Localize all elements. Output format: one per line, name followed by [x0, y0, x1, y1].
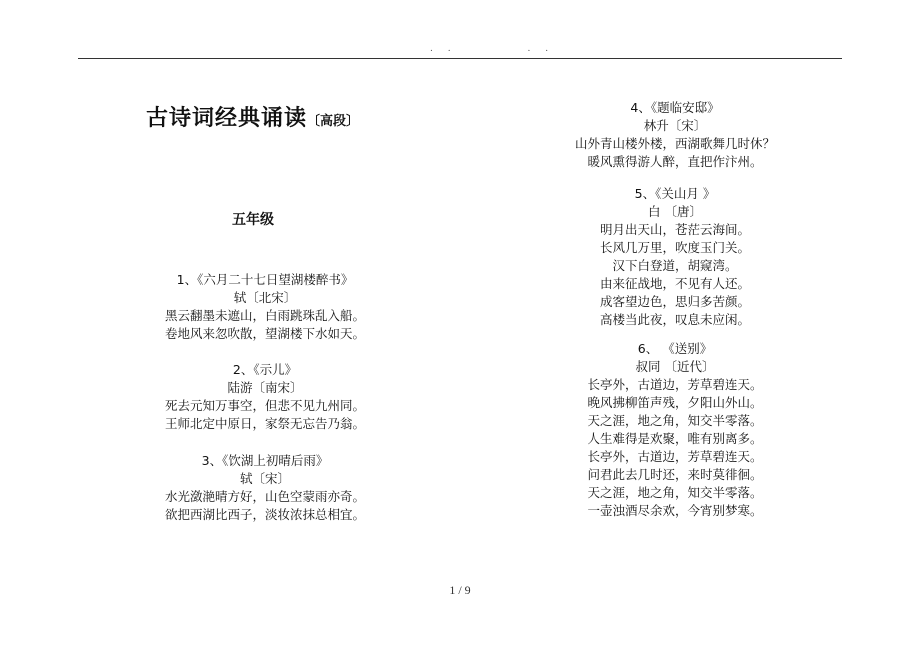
- poem-line: 明月出天山，苍茫云海间。: [599, 222, 750, 237]
- poem-title: 1、《六月二十七日望湖楼醉书》: [176, 272, 354, 287]
- header-dots: . . . .: [430, 44, 555, 54]
- poem-title: 2、《示儿》: [232, 362, 298, 377]
- poem-author: 叔同 〔近代〕: [635, 359, 715, 374]
- poem-line: 暖风熏得游人醉，直把作汴州。: [587, 154, 763, 169]
- poem-line: 水光潋滟晴方好，山色空蒙雨亦奇。: [164, 489, 365, 504]
- poem-line: 黑云翻墨未遮山，白雨跳珠乱入船。: [164, 308, 365, 323]
- poem-title: 3、《饮湖上初晴后雨》: [201, 453, 329, 468]
- poem-line: 卷地风来忽吹散，望湖楼下水如天。: [164, 326, 365, 341]
- poem-title: 4、《题临安邸》: [630, 100, 720, 115]
- poem-3: [105, 452, 425, 524]
- poem-title: 5、《关山月 》: [634, 186, 716, 201]
- poem-author: 陆游〔南宋〕: [227, 380, 303, 395]
- poem-author: 轼〔北宋〕: [233, 290, 297, 305]
- poem-line: 长亭外，古道边，芳草碧连天。: [587, 377, 763, 392]
- grade-heading: 五年级: [232, 212, 274, 228]
- poem-line: 天之涯，地之角，知交半零落。: [587, 485, 763, 500]
- poem-5: [515, 185, 835, 329]
- poem-line: 由来征战地，不见有人还。: [599, 276, 750, 291]
- poem-title: 6、 《送别》: [637, 341, 713, 356]
- poem-line: 天之涯，地之角，知交半零落。: [587, 413, 763, 428]
- title-main: 古诗词经典诵读: [146, 106, 308, 131]
- poem-line: 晚风拂柳笛声残，夕阳山外山。: [587, 395, 763, 410]
- poem-line: 长亭外，古道边，芳草碧连天。: [587, 449, 763, 464]
- poem-1: [105, 271, 425, 343]
- poem-2: [105, 361, 425, 433]
- poem-line: 长风几万里，吹度玉门关。: [599, 240, 750, 255]
- page-number: 1 / 9: [449, 583, 471, 597]
- page-title: [146, 101, 359, 132]
- poem-line: 高楼当此夜，叹息未应闲。: [599, 312, 750, 327]
- poem-line: 死去元知万事空，但悲不见九州同。: [164, 398, 365, 413]
- poem-line: 问君此去几时还，来时莫徘徊。: [587, 467, 763, 482]
- poem-4: [515, 99, 835, 171]
- poem-line: 欲把西湖比西子，淡妆浓抹总相宜。: [164, 507, 365, 522]
- title-suffix: 〔高段〕: [307, 114, 360, 129]
- poem-line: 一壶浊酒尽余欢，今宵别梦寒。: [587, 503, 763, 518]
- poem-author: 白 〔唐〕: [648, 204, 702, 219]
- poem-line: 人生难得是欢聚，唯有别离多。: [587, 431, 763, 446]
- poem-line: 山外青山楼外楼，西湖歌舞几时休？: [574, 136, 775, 151]
- poem-6: [515, 340, 835, 520]
- header-rule: [78, 58, 842, 59]
- poem-line: 成客望边色，思归多苦颜。: [599, 294, 750, 309]
- poem-author: 林升〔宋〕: [643, 118, 707, 133]
- poem-author: 轼〔宋〕: [239, 471, 290, 486]
- poem-line: 王师北定中原日，家祭无忘告乃翁。: [164, 416, 365, 431]
- poem-line: 汉下白登道，胡窥湾。: [612, 258, 738, 273]
